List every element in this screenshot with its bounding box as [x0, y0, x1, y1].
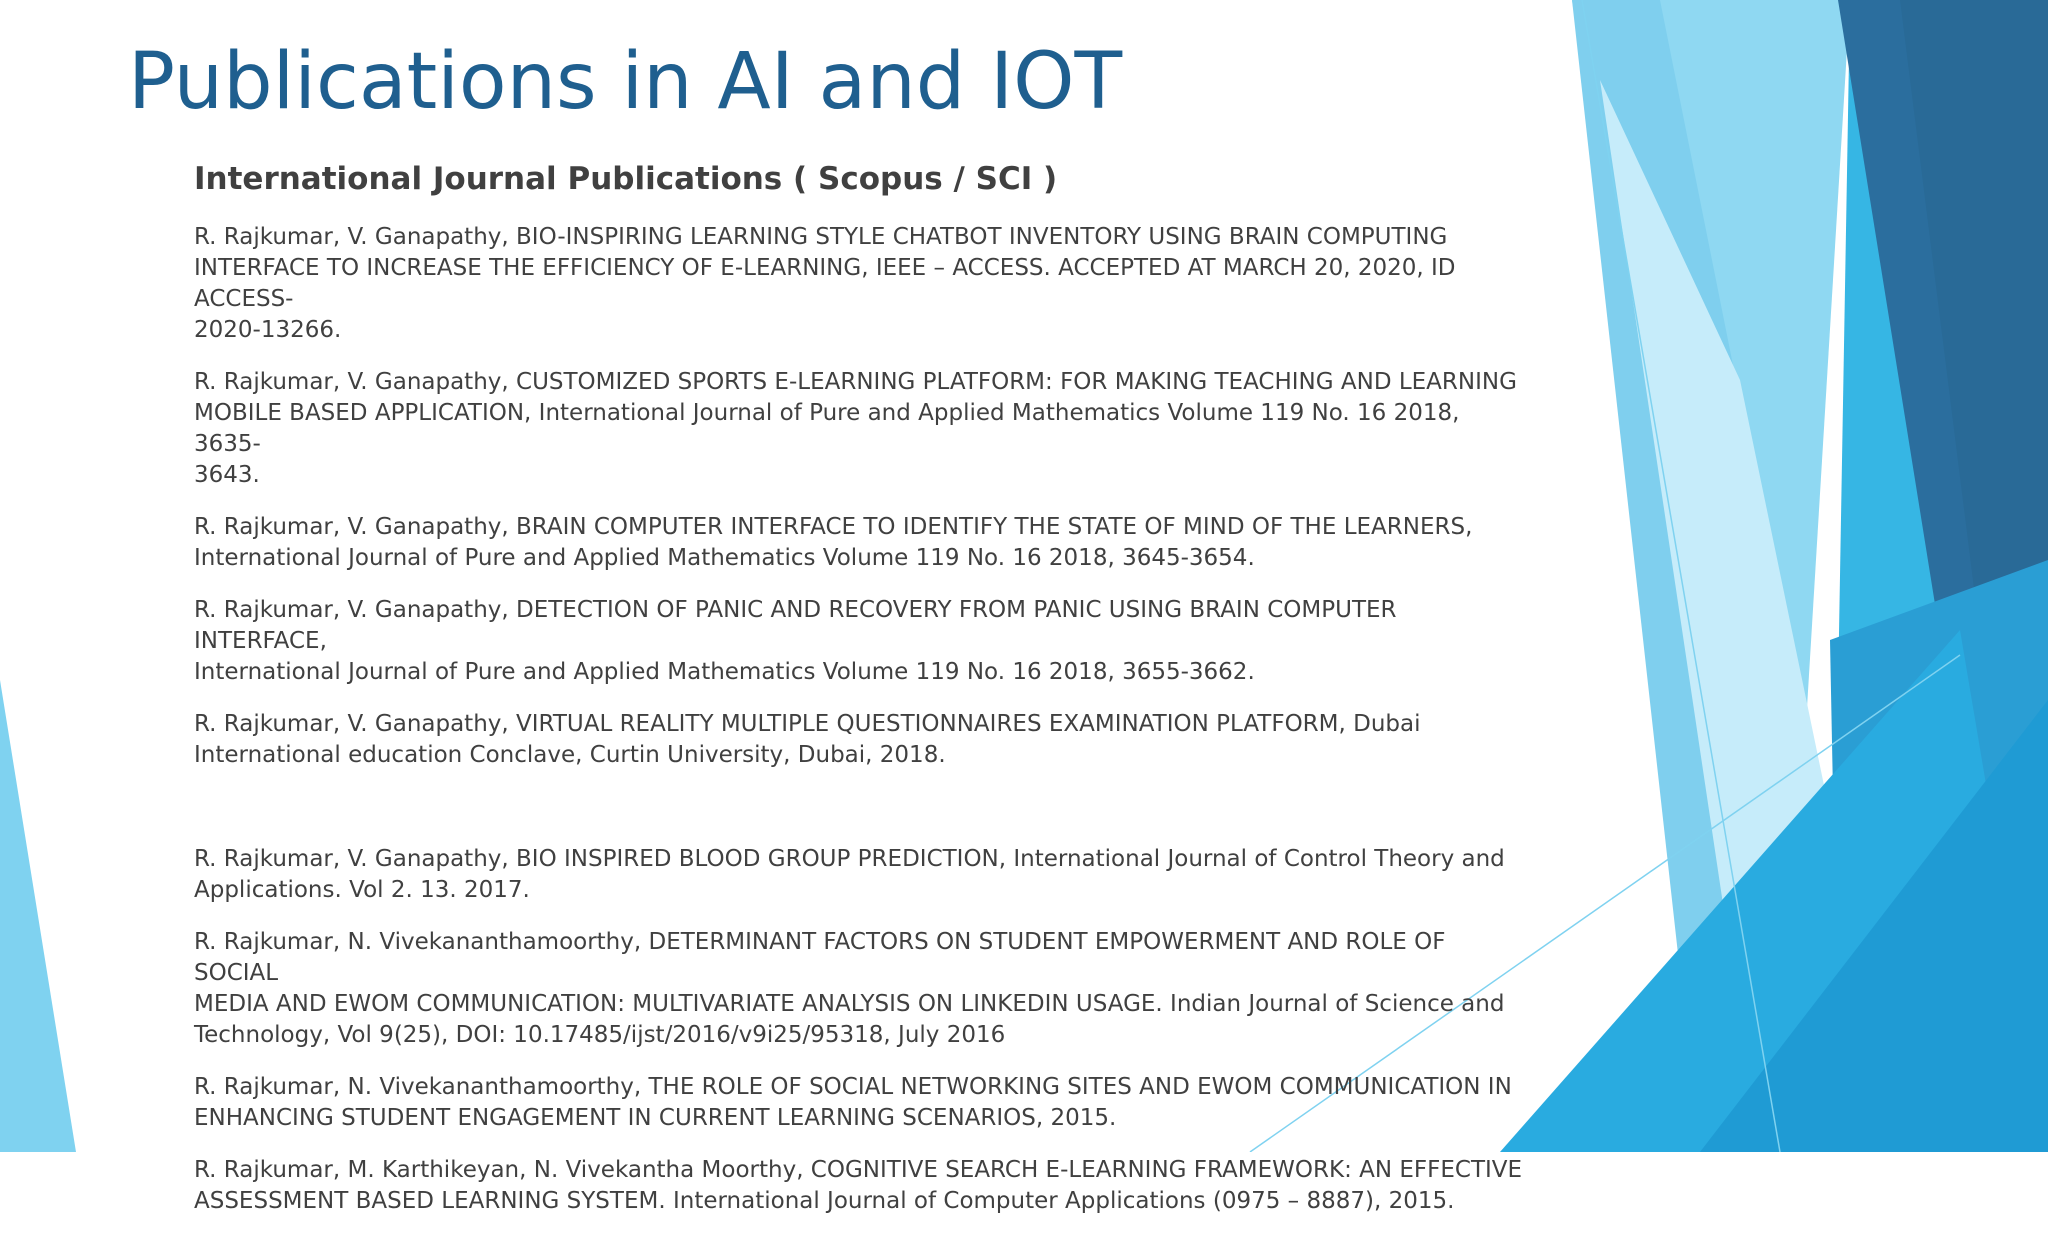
- publication-item-7: R. Rajkumar, N. Vivekananthamoorthy, DETERMINANT FACTORS ON STUDENT EMPOWERMENT AND ROLE OF SOCIAL MEDIA AND EWOM COMMUNICATION: MULTIVARIATE ANALYSIS ON LINKEDIN USAGE. Indian Journal of Science and Technology, Vol 9(25), DOI: 10.17485/ijst/2016/v9i25/95318, July 2016: [194, 929, 1505, 1048]
- publication-item-2: R. Rajkumar, V. Ganapathy, CUSTOMIZED SPORTS E-LEARNING PLATFORM: FOR MAKING TEACHING AND LEARNING MOBILE BASED APPLICATION, International Journal of Pure and Applied Mathematics Volume 119 No. 16 2018, 3635- 3643.: [194, 369, 1517, 488]
- publication-item-3: R. Rajkumar, V. Ganapathy, BRAIN COMPUTER INTERFACE TO IDENTIFY THE STATE OF MIND OF THE LEARNERS, International Journal of Pure and Applied Mathematics Volume 119 No. 16 2018, 3645-3654.: [194, 514, 1473, 571]
- publication-item-8: R. Rajkumar, N. Vivekananthamoorthy, THE ROLE OF SOCIAL NETWORKING SITES AND EWOM COMMUNICATION IN ENHANCING STUDENT ENGAGEMENT IN CURRENT LEARNING SCENARIOS, 2015.: [194, 1074, 1512, 1131]
- publication-list: [194, 222, 1524, 1217]
- left-triangle-shape: [0, 680, 76, 1152]
- publication-item-1: R. Rajkumar, V. Ganapathy, BIO-INSPIRING LEARNING STYLE CHATBOT INVENTORY USING BRAIN COMPUTING INTERFACE TO INCREASE THE EFFICIENCY OF E-LEARNING, IEEE – ACCESS. ACCEPTED AT MARCH 20, 2020, ID ACCESS- 2020-13266.: [194, 224, 1456, 343]
- publication-item-5: R. Rajkumar, V. Ganapathy, VIRTUAL REALITY MULTIPLE QUESTIONNAIRES EXAMINATION PLATFORM, Dubai International education Conclave, Curtin University, Dubai, 2018.: [194, 711, 1421, 768]
- slide-title: Publications in AI and IOT: [128, 37, 1123, 127]
- publications-content: [194, 158, 1524, 1238]
- publication-item-9: R. Rajkumar, M. Karthikeyan, N. Vivekantha Moorthy, COGNITIVE SEARCH E-LEARNING FRAMEWORK: AN EFFECTIVE ASSESSMENT BASED LEARNING SYSTEM. International Journal of Computer Applications (0975 – 8887), 2015.: [194, 1157, 1523, 1214]
- publication-item-6: R. Rajkumar, V. Ganapathy, BIO INSPIRED BLOOD GROUP PREDICTION, International Journal of Control Theory and Applications. Vol 2. 13. 2017.: [194, 846, 1505, 903]
- publication-item-4: R. Rajkumar, V. Ganapathy, DETECTION OF PANIC AND RECOVERY FROM PANIC USING BRAIN COMPUTER INTERFACE, International Journal of Pure and Applied Mathematics Volume 119 No. 16 2018, 3655-3662.: [194, 597, 1397, 685]
- section-heading: International Journal Publications ( Scopus / SCI ): [194, 161, 1058, 197]
